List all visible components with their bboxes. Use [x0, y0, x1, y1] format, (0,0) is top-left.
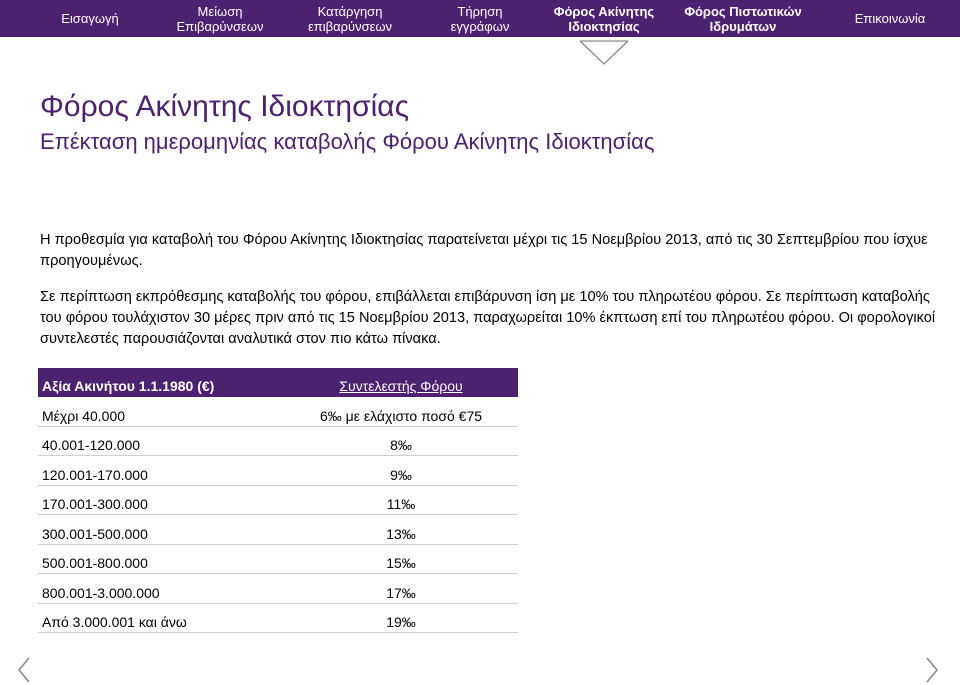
- table-row: [38, 574, 518, 604]
- value-range-cell: 500.001-800.000: [38, 544, 284, 574]
- nav-item-label: Φόρος Ακίνητης Ιδιοκτησίας: [553, 3, 655, 34]
- column-header-property-value: Αξία Ακινήτου 1.1.1980 (€): [38, 368, 284, 397]
- table-row: [38, 426, 518, 456]
- tax-rate-cell: 9‰: [284, 456, 518, 486]
- table-row: [38, 485, 518, 515]
- table-row: [38, 515, 518, 545]
- tax-rate-cell: 6‰ με ελάχιστο ποσό €75: [284, 397, 518, 426]
- chevron-left-icon[interactable]: [14, 655, 34, 685]
- value-range-cell: Από 3.000.001 και άνω: [38, 603, 284, 633]
- tax-rate-cell: 11‰: [284, 485, 518, 515]
- value-range-cell: 120.001-170.000: [38, 456, 284, 486]
- value-range-cell: 800.001-3.000.000: [38, 574, 284, 604]
- tax-rates-table: [38, 368, 518, 633]
- page-subtitle: Επέκταση ημερομηνίας καταβολής Φόρου Ακίνητης Ιδιοκτησίας: [40, 129, 655, 154]
- value-range-cell: 40.001-120.000: [38, 426, 284, 456]
- nav-item-intro[interactable]: [40, 0, 140, 37]
- value-range-cell: 300.001-500.000: [38, 515, 284, 545]
- chevron-right-icon[interactable]: [922, 655, 942, 685]
- table-header-row: [38, 368, 518, 397]
- table-row: [38, 544, 518, 574]
- nav-item-charge-reduction[interactable]: [160, 0, 280, 37]
- nav-item-label: Επικοινωνία: [854, 11, 926, 26]
- column-header-tax-rate: Συντελεστής Φόρου: [284, 368, 518, 397]
- nav-item-charge-abolition[interactable]: [290, 0, 410, 37]
- nav-item-contact[interactable]: [838, 0, 942, 37]
- value-range-cell: Μέχρι 40.000: [38, 397, 284, 426]
- nav-item-property-tax[interactable]: [548, 0, 660, 37]
- nav-item-label: Εισαγωγή: [61, 11, 119, 26]
- table-row: [38, 397, 518, 426]
- nav-item-record-keeping[interactable]: [430, 0, 530, 37]
- deadline-paragraph: Η προθεσμία για καταβολή του Φόρου Ακίνητης Ιδιοκτησίας παρατείνεται μέχρι τις 15 Νοεμβρίου 2013, από τις 30 Σεπτεμβρίου που ίσχυε προηγουμένως.: [40, 232, 928, 269]
- table-row: [38, 603, 518, 633]
- page-title: Φόρος Ακίνητης Ιδιοκτησίας: [40, 90, 410, 123]
- tax-rate-cell: 13‰: [284, 515, 518, 545]
- nav-item-label: Μείωση Επιβαρύνσεων: [176, 3, 264, 34]
- value-range-cell: 170.001-300.000: [38, 485, 284, 515]
- tax-rate-cell: 8‰: [284, 426, 518, 456]
- active-section-pointer-icon: [579, 40, 629, 66]
- nav-item-label: Τήρηση εγγράφων: [450, 3, 510, 34]
- top-navigation: [0, 0, 960, 37]
- table-row: [38, 456, 518, 486]
- nav-item-label: Φόρος Πιστωτικών Ιδρυμάτων: [684, 3, 802, 34]
- penalty-discount-paragraph: Σε περίπτωση εκπρόθεσμης καταβολής του φόρου, επιβάλλεται επιβάρυνση ίση με 10% του πληρωτέου φόρου. Σε περίπτωση καταβολής του φόρου τουλάχιστον 30 μέρες πριν από τις 15 Νοεμβρίου 2013, παραχωρείται 10% έκπτωση επί του πληρωτέου φόρου. Οι φορολογικοί συντελεστές παρουσιάζονται αναλυτικά στον πιο κάτω πίνακα.: [40, 289, 936, 347]
- nav-item-credit-institutions-tax[interactable]: [678, 0, 808, 37]
- tax-rate-cell: 15‰: [284, 544, 518, 574]
- tax-rate-cell: 17‰: [284, 574, 518, 604]
- tax-rate-cell: 19‰: [284, 603, 518, 633]
- nav-item-label: Κατάργηση επιβαρύνσεων: [307, 3, 393, 34]
